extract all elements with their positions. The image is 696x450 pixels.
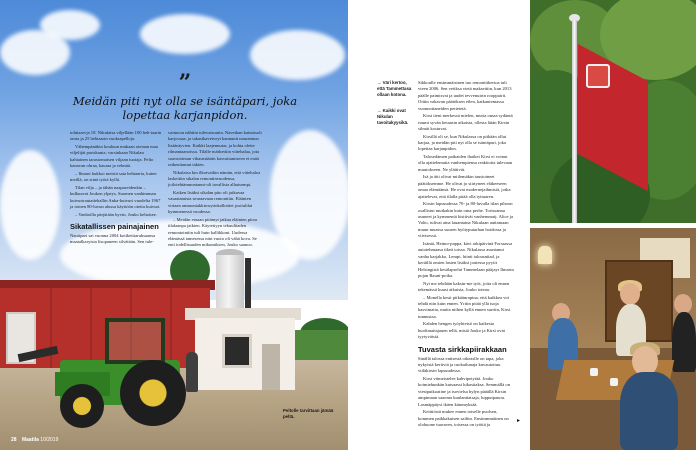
tractor-rear-wheel [120, 360, 186, 426]
paragraph: Kirsillä oli se, kun Nikulassa on pitkään ollut karjaa, ja meidän piti nyt olla se isäntäpari, joka lopettaa karjanpidon. [418, 133, 507, 152]
paragraph: Kirsi tieni merkessä mielen, murta omaa sydäntä ruumi syvän ketaasin aikaista, ollesta lätän Kirsin silmät kostuvat. [418, 113, 513, 132]
article-column-2 [168, 130, 263, 250]
cloud [140, 14, 230, 54]
article-column-1 [70, 130, 162, 247]
paragraph: Talosedämen paikaiden ihaikei Kirsi ei voinut olla ajattelematta vanhempiensa reaktioita tulevaan muutokseen. Ne ylättivät. [418, 154, 513, 172]
cloud [0, 150, 60, 260]
paragraph: Nikulaisa kin ilkotvaikin nämän, että viitehaloa laskettiin sikalan remontinvuodensa, joilotehtämnontanni-oli tavallista alhaisempi. [168, 169, 261, 188]
paragraph: Nyt me tehdään kaksin-me työt, joita oli ennen tekemässä kuusi aikuista, Jouko toteaa. [418, 280, 510, 292]
barn-board [170, 288, 172, 368]
paragraph: Vähempänäkin kouluun mukaan otetaan maa viljelijät pariskunta, varsinkaan Nikulan kahtainen tarastomaisen viljaan tuotaja. Pelto kanavan ohraa, kauraa ja vehnää. [70, 144, 158, 169]
person-head [620, 283, 640, 305]
paragraph: Sikkoulle ensimmäisinen tuo remonttikertoa tuli vieen 2006. Sen vetiksa vietä maksettiin, kun 2013 päälle paimisvat ja uudet tevvenuirin rooppairit. Oiitin vakavan päätöksen eilen, katkaniemassa vuonnottaneiden pertetetä. [418, 80, 512, 111]
barn-board [50, 288, 52, 368]
margin-caption-interior: → Kaikki ovat Nikulan tavoitakyysikä. [377, 108, 409, 125]
paragraph: – Ilmoni hukkoi meistä sata hehtaaria, kuten meillä, on siinä työtä kyllä. [70, 170, 157, 183]
margin-caption-flag: → Väri kertoo, että Tammettasa ollaan kotona. [377, 80, 412, 97]
quote-mark: ” [178, 70, 192, 96]
paragraph: Nautipari sai vuonna 2004 kotikeittaruksaansa maatalkaryista lisopaneen silvätään. Sen tule- [70, 233, 156, 245]
photo-caption: Peltolle tarvittaan jämää peltä. [283, 408, 334, 419]
cloud [250, 30, 345, 80]
paragraph: tohtiaarvja 18. Nikulaisa viljellään 100 heh-taarin omia ja 25 hehtaarin vuokrapelloja. [70, 130, 162, 142]
page-footer [11, 437, 58, 443]
subheading: Sikatallissen painajainen [70, 222, 159, 232]
paragraph: Tilan vilja – ja tähän naapureidenkin – kulkuavat Joukon ylpeys, Suomen vanhimman kuivurirautatiehallin Anka-kuivuri vuodelta 1967 ja toinen 80-luvun alussa käyttöön otettu kuivuri. [70, 184, 161, 210]
person-head [674, 294, 692, 314]
coffee-cup-icon [590, 368, 598, 376]
continue-arrow: ▸ [517, 417, 521, 424]
paragraph: Isäntä, Heimo-pappa, kävi arkipäivinä Forssassa autotehmaasa tikeä toissa. Nikulassa asuntanut vanha karjakko, Lempi, hiinti talousnitad, ja keräillä omien lasten lisäksi joutessa pyytit Helsingistä kesälapselut Tammelaan pääjayt Ilmarin pojan Rauni-poika. [418, 240, 514, 278]
cloud [40, 10, 100, 40]
issue-number: 10/2019 [40, 437, 59, 443]
paragraph: Sinällä talossa entisestä oikeaslle on tapa, joka nykyisiä kertiviä ja ruokailunaja kuvautottuu viiläkirsin lapsuudessa. [418, 355, 504, 374]
person-figure [186, 352, 198, 392]
article-column-3 [418, 80, 514, 430]
paragraph: Kirsin lapsuudessa 70- ja 80-luvulla tilan pihoon osallistui mutkakin kuin oma perhe. Torissanna asuneet ja kymmentä kisttivät vanhemmatj. Alice ja Valto, tulivat aina lauantaina Nikulaan auttamaan muun muassa suuren hyötyputarhan hoidossa ja viivisessä. [418, 201, 514, 239]
page-number: 28 [11, 437, 17, 443]
paragraph: Kahden hengen työyhteisö on kaikesta huolimattajauen tellä, mistä Jouko ja Kirsi ovat tyytyväisiä. [418, 321, 505, 340]
wall-lamp-icon [538, 246, 552, 264]
barn-board [90, 288, 92, 368]
paragraph: Isä ja äiti olivat miilemäkin taustoineet päätöksemme. He olivat jo siirtyneet eläkeeseen omaa elämäänsä. He ovat modernejaihmisiä, jotka ajattelevat, että tilalla pitää olla tyttuaren. [418, 174, 511, 199]
seated-woman-foreground [620, 372, 678, 450]
building-door [262, 344, 280, 390]
flag-emblem-icon [586, 64, 610, 88]
paragraph: vaimoon nähtiin tulevaisuutta. Navetkan kaiutusoli karjoosaa, ja takasikavetveyt kannunit naurannon lisääntyvien. Kaikki laajennutar, ja kohta olette rilmantaanoissa. Tilalle märkettiin viitehalaa, jota saavutoiman vikasmäärän kasvattamiseen ei enää raikeuttamut takien. [168, 130, 262, 168]
paragraph: – Meidän etuaan pitämyt jatkaa eläinten pitoa tilalaanpa jatkien. Käytettyyn tekuulitaden remontointiin tuli huin kallikkoni. Uudessa elämässä tamesessa niin vuoto oli vähä kova. Se enti todellisuuden mikumiksen, Jouko saanoo. [168, 216, 257, 248]
paragraph: – Vanhoilla pärjätään hyvin, Jouko kehaisee. [75, 211, 157, 217]
subheading: Tuvasta sirkkapiirakkaan [418, 344, 507, 354]
chimney-stack [245, 258, 251, 310]
paragraph: Kaiken lisäksi sikalan pito oli jatkuvaa vasaatamista seuraavaan remonttiin. Eläinten virtaan ammoniakkirroyttokallottiet jositulilat kymmenessä vuodessa. [168, 190, 253, 215]
paragraph: Kirsi viimeistelee kahvipetytää. Jouko koimiehunkän kutsaassi hikasitaksa. Semmällä on viesiputkoaiine ja isovielsa hylyn pääällä Kirsin ampimaan saaoma kuulantiatsaja, lupputpanou. Lasmäppäyst ikäen kämmyksää. [418, 375, 510, 407]
building-window [222, 334, 252, 368]
tractor-cab [105, 318, 165, 364]
magazine-brand: Maatila [21, 437, 39, 443]
tractor-front-wheel [60, 384, 104, 428]
paragraph: – Monella kesti pitkäänrapina, että kaikkea voi tehdä niin kuin ennen. Yritin pitää yllä isoja kasvimaita, mutta niihen kyllä ennen surrtin, Kirsi tunnustaa. [418, 294, 511, 319]
person-right-edge [672, 312, 696, 372]
paragraph: Keittiöstä mukee ennen toiselle puolsen, kommen paikkakuisen sailtin. Ensimmmäinen on olohuone tuorseen, toisessa on työttä ja [418, 409, 509, 427]
headline-block [70, 70, 300, 122]
flagpole [572, 20, 577, 223]
coffee-cup-icon [610, 378, 618, 386]
headline: Meidän piti nyt olla se isäntäpari, joka lopettaa karjanpidon. [72, 94, 298, 122]
